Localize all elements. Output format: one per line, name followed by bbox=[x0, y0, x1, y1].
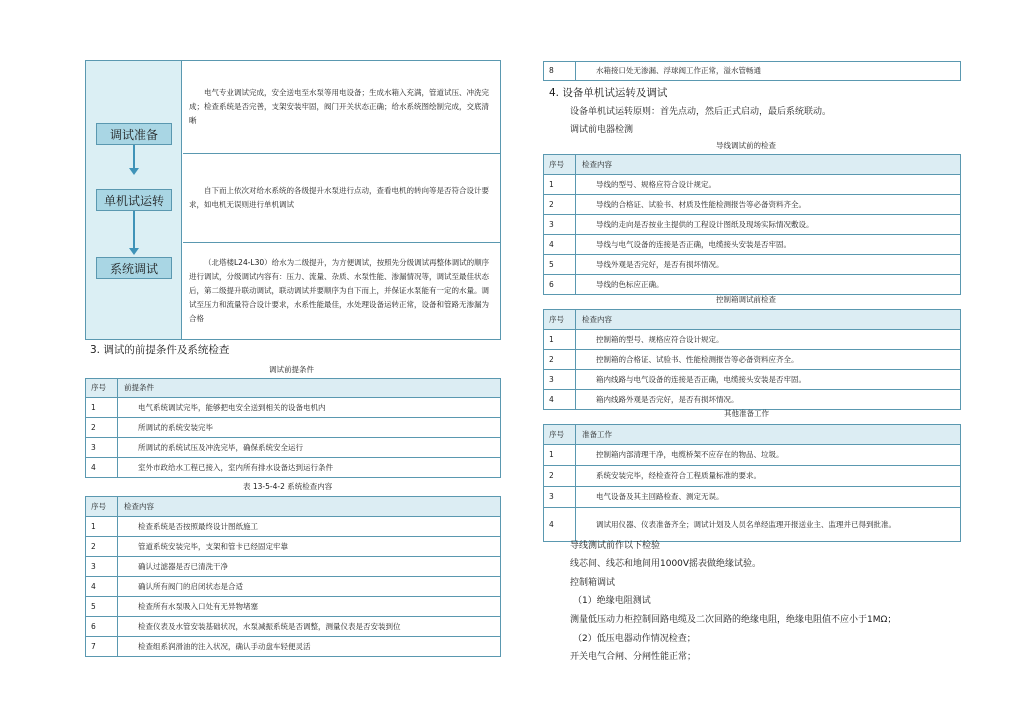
table-row: 5 检查所有水泵吸入口处有无异物堵塞 bbox=[86, 597, 501, 617]
table-row: 4 调试用仪器、仪表准备齐全；调试计划及人员名单经监理开报送业主、监理并已得到批准。 bbox=[544, 508, 961, 542]
table-header-row bbox=[544, 310, 961, 330]
cabinet-check-table bbox=[543, 309, 961, 410]
table-header-row bbox=[544, 425, 961, 445]
table-row: 4 室外市政给水工程已接入，室内所有排水设备达到运行条件 bbox=[86, 458, 501, 478]
flow-steps-panel bbox=[86, 61, 182, 339]
section3-title: 3. 调试的前提条件及系统检查 bbox=[90, 344, 230, 356]
section4-subtitle: 调试前电器检测 bbox=[570, 125, 634, 135]
col-header-index: 序号 bbox=[544, 425, 576, 445]
precondition-caption: 调试前提条件 bbox=[269, 365, 314, 374]
section4-title: 4. 设备单机试运转及调试 bbox=[549, 87, 668, 99]
debug-flow-diagram bbox=[85, 60, 501, 340]
other-prep-table bbox=[543, 424, 961, 542]
step-single-run: 单机试运转 bbox=[96, 189, 172, 211]
wire-check-caption: 导线调试前的检查 bbox=[716, 141, 776, 150]
col-header-content: 检查内容 bbox=[576, 155, 961, 175]
col-header-index: 序号 bbox=[544, 155, 576, 175]
system-check-continued-table bbox=[543, 61, 961, 81]
wire-test-intro: 导线测试前作以下检验 bbox=[570, 541, 661, 551]
table-row: 1 控制箱的型号、规格应符合设计规定。 bbox=[544, 330, 961, 350]
table-row: 3 所调试的系统试压及冲洗完毕，确保系统安全运行 bbox=[86, 438, 501, 458]
table-header-row bbox=[86, 379, 501, 398]
arrow-down-icon bbox=[129, 168, 139, 175]
table-row: 4 确认所有阀门的启闭状态是合适 bbox=[86, 577, 501, 597]
flow-desc-prep: 电气专业调试完成，安全送电至水泵等用电设备；生成水箱入充满，管道试压、冲洗完成；检查系统是否完善，支架安装牢固，阀门开关状态正确；给水系统图绘制完成，交底清晰 bbox=[189, 88, 489, 125]
table-row: 1 检查系统是否按照最终设计图纸施工 bbox=[86, 517, 501, 537]
table-row: 2 系统安装完毕，经检查符合工程质量标准的要求。 bbox=[544, 466, 961, 487]
cabinet-debug-heading: 控制箱调试 bbox=[570, 578, 616, 588]
system-check-table bbox=[85, 496, 501, 657]
table-row: 2 控制箱的合格证、试验书、性能检测报告等必备资料应齐全。 bbox=[544, 350, 961, 370]
table-row: 2 所调试的系统安装完毕 bbox=[86, 418, 501, 438]
col-header-index: 序号 bbox=[86, 497, 118, 517]
table-row: 3 箱内线路与电气设备的连接是否正确，电缆接头安装是否牢固。 bbox=[544, 370, 961, 390]
cabinet-check-caption: 控制箱调试前检查 bbox=[716, 295, 776, 304]
col-header-condition: 前提条件 bbox=[118, 379, 501, 398]
wire-check-table bbox=[543, 154, 961, 295]
table-header-row bbox=[86, 497, 501, 517]
arrow-down-icon bbox=[129, 248, 139, 255]
table-row: 4 箱内线路外观是否完好，是否有损坏情况。 bbox=[544, 390, 961, 410]
insulation-resistance-desc: 测量低压动力柜控制回路电缆及二次回路的绝缘电阻，绝缘电阻值不应小于1MΩ； bbox=[570, 615, 897, 625]
section4-principle: 设备单机试运转原则：首先点动，然后正式启动，最后系统联动。 bbox=[570, 107, 832, 117]
other-prep-caption: 其他准备工作 bbox=[724, 409, 769, 418]
precondition-table bbox=[85, 378, 501, 478]
table-row: 3 确认过滤器是否已清洗干净 bbox=[86, 557, 501, 577]
low-voltage-check-heading: （2）低压电器动作情况检查； bbox=[573, 634, 696, 644]
step-system-debug: 系统调试 bbox=[96, 257, 172, 279]
flow-desc-single-run: 自下而上依次对给水系统的各级提升水泵进行点动，查看电机的转向等是否符合设计要求，如电机无误则进行单机调试 bbox=[189, 186, 489, 209]
table-row: 2 管道系统安装完毕，支架和管卡已经固定牢靠 bbox=[86, 537, 501, 557]
insulation-test-desc: 线芯间、线芯和地间用1000V摇表做绝缘试验。 bbox=[570, 559, 762, 569]
table-row: 1 电气系统调试完毕，能够把电安全送到相关的设备电机内 bbox=[86, 398, 501, 418]
table-row: 4 导线与电气设备的连接是否正确，电缆接头安装是否牢固。 bbox=[544, 235, 961, 255]
table-header-row bbox=[544, 155, 961, 175]
table-row: 3 导线的走向是否按业主提供的工程设计图纸及现场实际情况敷设。 bbox=[544, 215, 961, 235]
col-header-content: 检查内容 bbox=[576, 310, 961, 330]
table-row: 6 检查仪表及水管安装基础状况，水泵减振系统是否调整，测量仪表是否安装到位 bbox=[86, 617, 501, 637]
col-header-prep: 准备工作 bbox=[576, 425, 961, 445]
table-row: 2 导线的合格证、试验书、材质及性能检测报告等必备资料齐全。 bbox=[544, 195, 961, 215]
col-header-index: 序号 bbox=[86, 379, 118, 398]
table-row: 6 导线的色标应正确。 bbox=[544, 275, 961, 295]
col-header-content: 检查内容 bbox=[118, 497, 501, 517]
col-header-index: 序号 bbox=[544, 310, 576, 330]
flow-desc-system: （北塔楼L24-L30）给水为二级提升，为方便调试，按照先分级调试再整体调试的顺序进行调试，分级调试内容有：压力、流量、杂质、水泵性能、渗漏情况等，调试至最佳状态后，第二级提升联动调试，联动调试并要顺序为自下而上，并保证水泵能有一定的水量。调试至压力和流量符合设计要求，水系性能最佳，水处理设备运转正常，设备和管路无渗漏为合格 bbox=[189, 258, 490, 323]
flow-arrow-line bbox=[133, 211, 135, 249]
switch-check-desc: 开关电气合闸、分闸性能正常； bbox=[570, 652, 697, 662]
table-row: 5 导线外观是否完好，是否有损坏情况。 bbox=[544, 255, 961, 275]
table-row: 8 水箱接口处无渗漏、浮球阀工作正常，溢水管畅通 bbox=[544, 62, 961, 81]
flow-arrow-line bbox=[133, 145, 135, 169]
system-check-caption: 表 13-5-4-2 系统检查内容 bbox=[243, 482, 333, 491]
step-prep: 调试准备 bbox=[96, 123, 172, 145]
table-row: 1 导线的型号、规格应符合设计规定。 bbox=[544, 175, 961, 195]
table-row: 7 检查组系润滑油的注入状况，确认手动盘车轻便灵活 bbox=[86, 637, 501, 657]
table-row: 3 电气设备及其主回路检查、测定无误。 bbox=[544, 487, 961, 508]
insulation-resistance-heading: （1）绝缘电阻测试 bbox=[573, 596, 651, 606]
table-row: 1 控制箱内部清理干净，电缆桥架不应存在的物品、垃圾。 bbox=[544, 445, 961, 466]
